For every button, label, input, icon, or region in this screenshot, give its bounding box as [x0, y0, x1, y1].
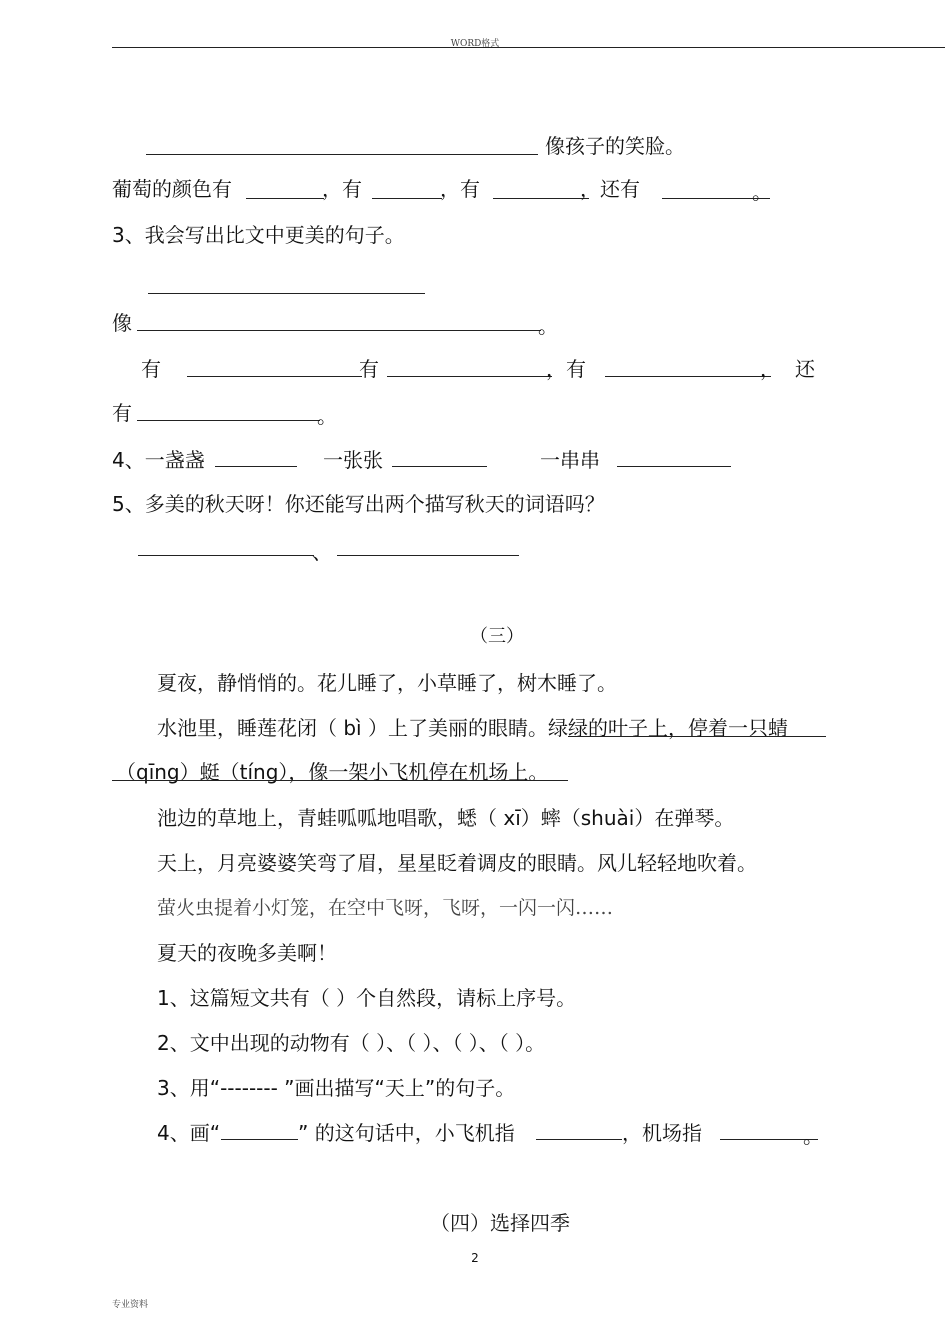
text-fragment: 一张张 — [323, 448, 383, 472]
blank-line[interactable] — [392, 466, 487, 467]
text-fragment: ” 的这句话中，小飞机指 — [298, 1121, 515, 1145]
section-title: （三） — [470, 626, 524, 647]
text-fragment: 4、一盏盏 — [112, 448, 205, 472]
section-title: （四）选择四季 — [430, 1211, 570, 1235]
text-fragment: 。 — [317, 404, 337, 428]
blank-line[interactable] — [215, 466, 297, 467]
paragraph: 池边的草地上，青蛙呱呱地唱歌，蟋（ xī）蟀（shuài）在弹琴。 — [157, 806, 735, 830]
paragraph: 萤火虫提着小灯笼，在空中飞呀，飞呀，一闪一闪…… — [157, 897, 614, 919]
question: 5、多美的秋天呀！你还能写出两个描写秋天的词语吗？ — [112, 492, 605, 516]
text-fragment: ，机场指 — [622, 1121, 702, 1145]
question: 3、我会写出比文中更美的句子。 — [112, 223, 405, 247]
text-fragment: 4、画“ — [157, 1121, 221, 1145]
blank-line[interactable] — [148, 293, 425, 294]
blank-line[interactable] — [138, 555, 314, 556]
paragraph: 水池里，睡莲花闭（ bì ）上了美丽的眼睛。绿绿的叶子上，停着一只蜻 — [157, 716, 788, 740]
text-fragment: ，有 — [440, 177, 480, 201]
paragraph: （qīng）蜓（tíng），像一架小飞机停在机场上。 — [116, 760, 549, 784]
paragraph: 夏天的夜晚多美啊！ — [157, 941, 337, 965]
blank-line[interactable] — [337, 555, 519, 556]
text-fragment: 还 — [795, 357, 815, 381]
page-header: WORD格式 — [450, 39, 500, 49]
text-fragment: 。 — [538, 314, 558, 338]
blank-line[interactable] — [617, 466, 731, 467]
blank-line[interactable] — [187, 376, 362, 377]
header-rule — [112, 47, 945, 48]
blank-line[interactable] — [137, 420, 320, 421]
blank-line[interactable] — [536, 1139, 622, 1140]
underline-mark — [568, 736, 826, 737]
text-fragment: ，有 — [546, 357, 586, 381]
blank-line[interactable] — [387, 376, 552, 377]
question: 2、文中出现的动物有（ ）、（ ）、（ ）、（ ）。 — [157, 1031, 546, 1055]
question: 1、这篇短文共有（ ）个自然段，请标上序号。 — [157, 986, 577, 1010]
text-line: 像孩子的笑脸。 — [545, 134, 685, 158]
separator: 、 — [312, 540, 332, 564]
blank-line[interactable] — [246, 198, 324, 199]
text-fragment: 。 — [803, 1124, 823, 1148]
text-fragment: ，有 — [322, 177, 362, 201]
page-footer: 专业资料 — [112, 1300, 149, 1310]
text-fragment: ，还有 — [580, 177, 640, 201]
blank-line[interactable] — [493, 198, 589, 199]
text-fragment: 像 — [112, 311, 132, 335]
paragraph: 天上，月亮婆婆笑弯了眉，星星眨着调皮的眼睛。风儿轻轻地吹着。 — [157, 851, 757, 875]
blank-line[interactable] — [137, 330, 541, 331]
text-fragment: 葡萄的颜色有 — [112, 177, 232, 201]
text-fragment: 有 — [112, 401, 132, 425]
text-fragment: 有 — [359, 357, 379, 381]
paragraph: 夏夜，静悄悄的。花儿睡了，小草睡了，树木睡了。 — [157, 671, 617, 695]
text-fragment: 有 — [141, 357, 161, 381]
question: 3、用“-------- ”画出描写“天上”的句子。 — [157, 1076, 516, 1100]
text-fragment: 。 — [752, 180, 772, 204]
text-fragment: ， — [760, 357, 780, 381]
blank-line[interactable] — [605, 376, 771, 377]
underline-mark — [112, 780, 568, 781]
blank-line[interactable] — [221, 1139, 298, 1140]
text-fragment: 一串串 — [540, 448, 600, 472]
blank-line[interactable] — [372, 198, 442, 199]
page-number: 2 — [471, 1251, 479, 1265]
blank-line[interactable] — [146, 154, 538, 155]
